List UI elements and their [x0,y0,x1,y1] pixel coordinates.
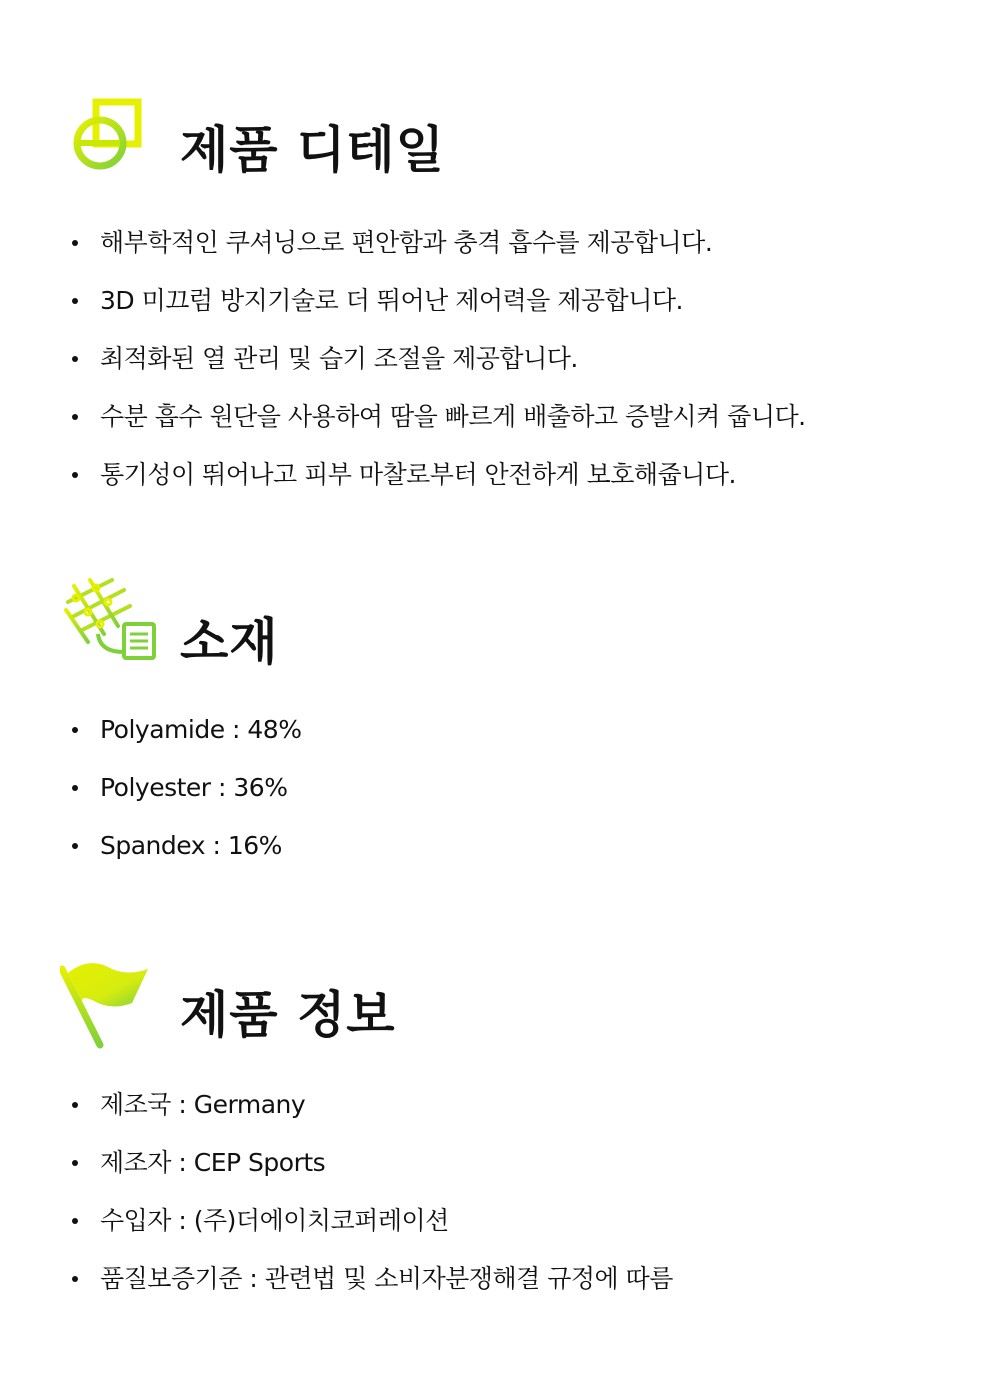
product-details-list [70,214,980,504]
list-item [70,817,980,875]
list-item-text: 수분 흡수 원단을 사용하여 땀을 빠르게 배출하고 증발시켜 줍니다. [100,402,806,431]
list-item [70,1134,980,1192]
list-item [70,1076,980,1134]
list-item [70,701,980,759]
list-item-text: 품질보증기준 : 관련법 및 소비자분쟁해결 규정에 따름 [100,1264,673,1293]
list-item [70,388,980,446]
product-details-header [60,95,960,185]
bullet-icon [72,1218,78,1224]
bullet-icon [72,1160,78,1166]
list-item [70,330,980,388]
product-details-title: 제품 디테일 [180,121,445,179]
bullet-icon [72,1276,78,1282]
bullet-icon [72,472,78,478]
list-item [70,759,980,817]
bullet-icon [72,843,78,849]
bullet-icon [72,240,78,246]
list-item [70,1192,980,1250]
material-list [70,701,980,875]
list-item-text: Polyamide : 48% [100,715,302,744]
list-item-text: 3D 미끄럼 방지기술로 더 뛰어난 제어력을 제공합니다. [100,286,683,315]
flag-icon [60,955,160,1054]
bullet-icon [72,414,78,420]
bullet-icon [72,298,78,304]
list-item-text: Polyester : 36% [100,773,288,802]
list-item-text: 최적화된 열 관리 및 습기 조절을 제공합니다. [100,344,578,373]
list-item-text: 통기성이 뛰어나고 피부 마찰로부터 안전하게 보호해줍니다. [100,460,736,489]
list-item [70,214,980,272]
bullet-icon [72,727,78,733]
material-title: 소재 [180,613,279,671]
list-item-text: Spandex : 16% [100,831,282,860]
list-item-text: 제조국 : Germany [100,1090,306,1119]
list-item-text: 해부학적인 쿠셔닝으로 편안함과 충격 흡수를 제공합니다. [100,228,713,257]
bullet-icon [72,785,78,791]
list-item [70,446,980,504]
list-item-text: 수입자 : (주)더에이치코퍼레이션 [100,1206,449,1235]
product-info-title: 제품 정보 [180,986,396,1044]
product-info-list [70,1076,980,1308]
product-info-header [60,955,960,1045]
list-item [70,272,980,330]
bullet-icon [72,1102,78,1108]
bullet-icon [72,356,78,362]
list-item-text: 제조자 : CEP Sports [100,1148,326,1177]
list-item [70,1250,980,1308]
woven-thread-spool-icon [60,572,160,668]
material-header [60,572,960,671]
overlapping-square-circle-icon [72,97,152,181]
